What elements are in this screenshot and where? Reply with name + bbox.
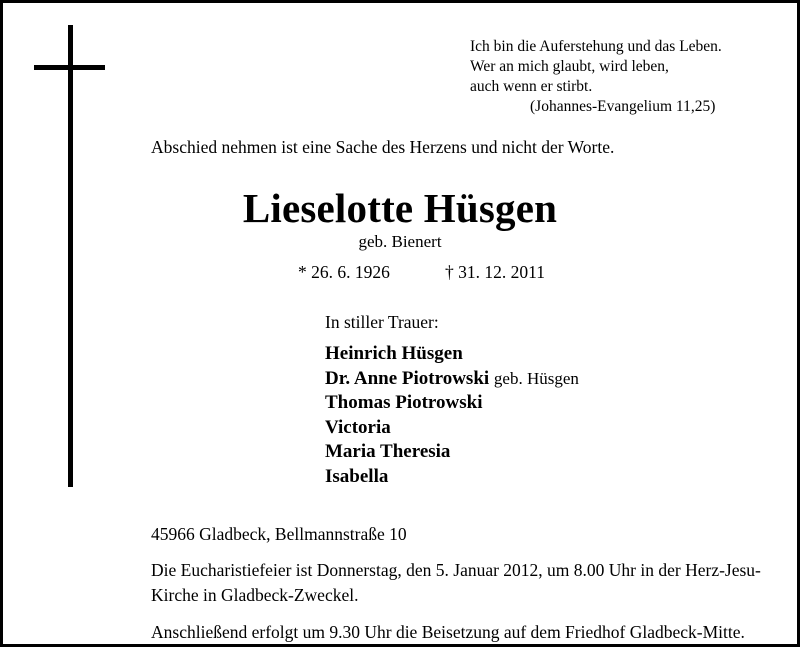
bible-verse <box>470 37 722 117</box>
verse-reference: (Johannes-Evangelium 11,25) <box>530 98 716 115</box>
birth-date: * 26. 6. 1926 <box>298 262 390 282</box>
mourner-name: Isabella <box>325 465 389 487</box>
birth-name: geb. Bienert <box>358 232 442 251</box>
deceased-name: Lieselotte Hüsgen <box>242 185 558 231</box>
mourner-entry <box>325 391 579 416</box>
cross-icon <box>68 25 73 487</box>
cross-icon-crossbar <box>34 65 105 70</box>
mourner-entry <box>325 342 579 367</box>
address: 45966 Gladbeck, Bellmannstraße 10 <box>151 524 407 544</box>
verse-line: Wer an mich glaubt, wird leben, <box>470 58 669 75</box>
mourner-name: Thomas Piotrowski <box>325 392 483 413</box>
mourner-note: geb. Hüsgen <box>493 368 579 388</box>
mourner-entry <box>325 440 579 465</box>
death-date: † 31. 12. 2011 <box>445 262 545 282</box>
mourner-name: Victoria <box>325 416 391 438</box>
mourner-name: Heinrich Hüsgen <box>325 343 463 364</box>
mourner-entry <box>325 465 579 490</box>
verse-line: auch wenn er stirbt. <box>470 78 593 95</box>
mourner-list <box>325 342 579 489</box>
verse-line: Ich bin die Auferstehung und das Leben. <box>470 38 722 55</box>
mourner-name: Dr. Anne Piotrowski <box>325 367 490 389</box>
mourner-name: Maria Theresia <box>325 441 451 462</box>
farewell-motto: Abschied nehmen ist eine Sache des Herzens und nicht der Worte. <box>151 137 615 157</box>
mass-info: Die Eucharistiefeier ist Donnerstag, den 5. Januar 2012, um 8.00 Uhr in der Herz-Jesu-Kirche in Gladbeck-Zweckel. <box>151 560 761 605</box>
mourner-entry <box>325 367 579 392</box>
burial-info: Anschließend erfolgt um 9.30 Uhr die Beisetzung auf dem Friedhof Gladbeck-Mitte. <box>151 622 745 642</box>
mourning-label: In stiller Trauer: <box>325 312 439 332</box>
mourner-entry <box>325 416 579 441</box>
